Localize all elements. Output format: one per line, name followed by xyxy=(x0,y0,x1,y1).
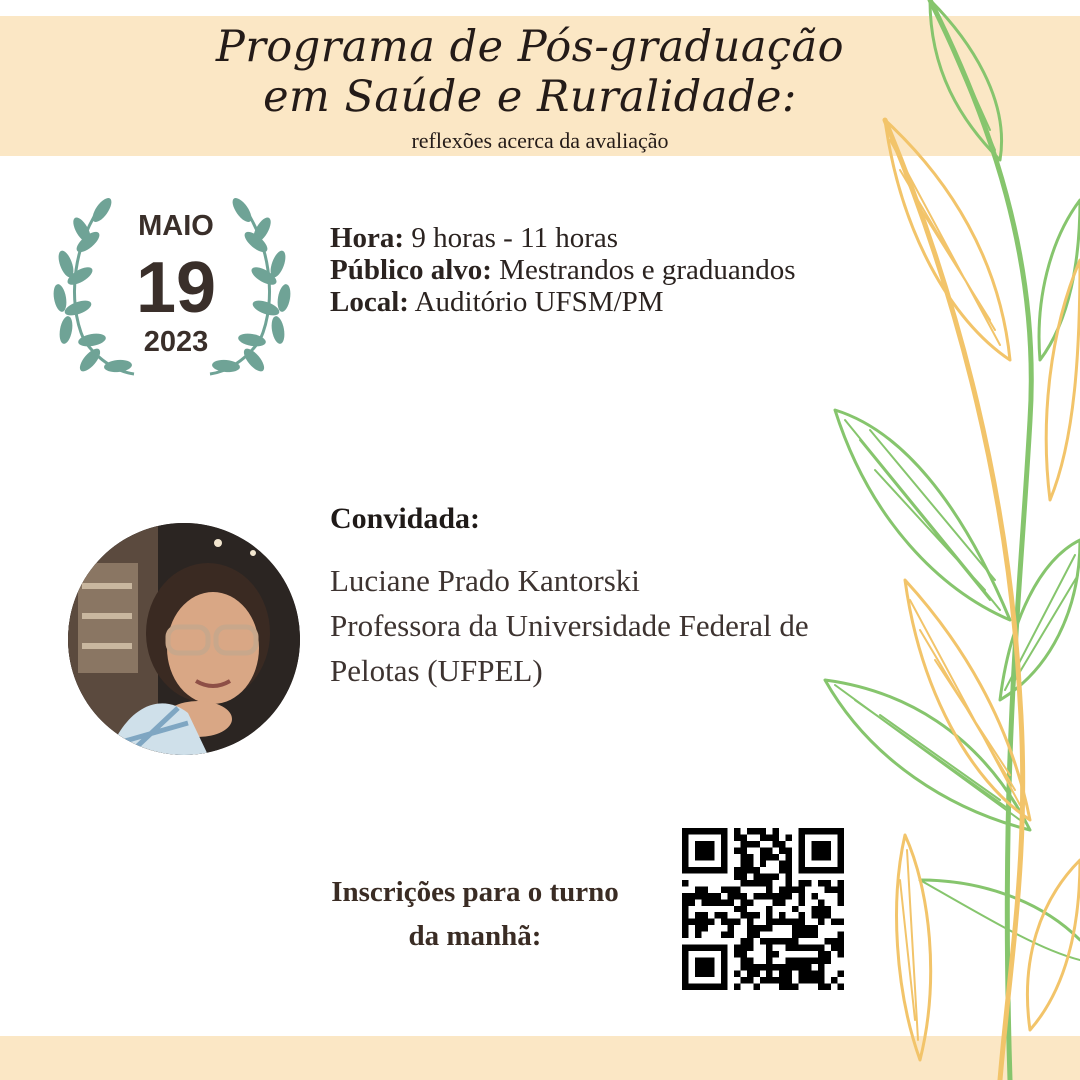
guest-role-line2: Pelotas (UFPEL) xyxy=(330,653,543,688)
event-title-line2: em Saúde e Ruralidade: xyxy=(263,72,797,122)
location-row xyxy=(330,286,796,318)
date-year: 2023 xyxy=(143,326,209,358)
time-label: Hora: xyxy=(330,222,405,254)
date-month: MAIO xyxy=(138,210,214,242)
guest-role-line1: Professora da Universidade Federal de xyxy=(330,608,809,643)
audience-value: Mestrandos e graduandos xyxy=(499,254,796,286)
registration-line2: da manhã: xyxy=(408,920,542,952)
audience-row xyxy=(330,254,796,286)
location-value: Auditório UFSM/PM xyxy=(414,286,664,318)
time-value: 9 horas - 11 horas xyxy=(411,222,619,254)
date-day: 19 xyxy=(135,248,217,328)
event-title-line1: Programa de Pós-graduação xyxy=(215,22,845,72)
registration-text xyxy=(290,870,660,958)
location-label: Local: xyxy=(330,286,409,318)
guest-photo xyxy=(68,523,300,755)
guest-name: Luciane Prado Kantorski xyxy=(330,563,640,598)
guest-heading: Convidada: xyxy=(330,502,481,535)
registration-line1: Inscrições para o turno xyxy=(331,876,619,908)
event-details xyxy=(330,222,796,318)
guest-info xyxy=(330,558,890,693)
qr-code-icon[interactable] xyxy=(682,828,844,990)
audience-label: Público alvo: xyxy=(330,254,492,286)
time-row xyxy=(330,222,796,254)
event-subtitle: reflexões acerca da avaliação xyxy=(411,128,669,153)
